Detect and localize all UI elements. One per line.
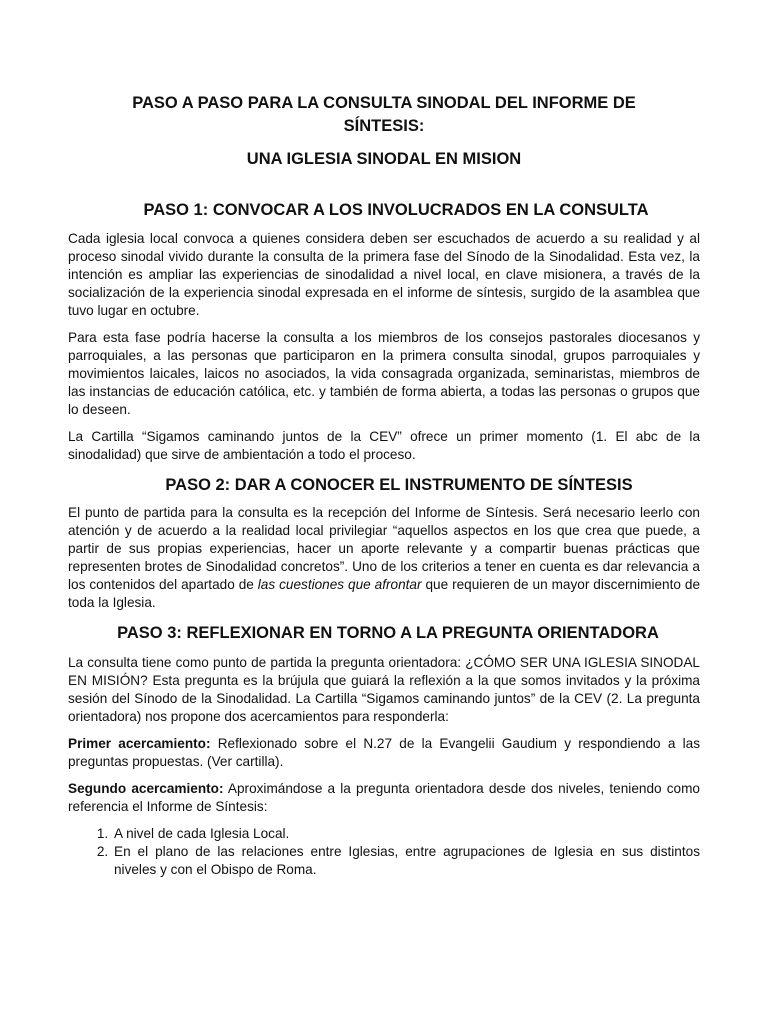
section-heading-paso-1: PASO 1: CONVOCAR A LOS INVOLUCRADOS EN LA CONSULTA xyxy=(143,201,649,219)
paragraph-paso2-text-a: El punto de partida para la consulta es la recepción del Informe de Síntesis. Será necesario leerlo con atención y de acuerdo a la realidad local privilegiar “aquellos aspectos en los que crea que puede, a partir de sus propias experiencias, hacer un aporte relevante y a compartir buenas prácticas que representen brotes de Sinodalidad concretos”. Uno de los criterios a tener en cuenta es dar relevancia a los contenidos del apartado de xyxy=(68,505,700,592)
paragraph-paso3-1: La consulta tiene como punto de partida la pregunta orientadora: ¿CÓMO SER UNA IGLESIA SINODAL EN MISIÓN? Esta pregunta es la brújula que guiará la reflexión a la que somos invitados y la próxima sesión del Sínodo de la Sinodalidad. La Cartilla “Sigamos caminando juntos” de la CEV (2. La pregunta orientadora) nos propone dos acercamientos para responderla: xyxy=(68,655,700,724)
section-heading-paso-2: PASO 2: DAR A CONOCER EL INSTRUMENTO DE SÍNTESIS xyxy=(165,476,633,494)
paragraph-paso2-1 xyxy=(68,504,700,612)
document-title: PASO A PASO PARA LA CONSULTA SINODAL DEL INFORME DE SÍNTESIS: xyxy=(132,94,636,135)
document-subtitle: UNA IGLESIA SINODAL EN MISION xyxy=(246,150,522,168)
paragraph-paso1-3: La Cartilla “Sigamos caminando juntos de la CEV” ofrece un primer momento (1. El abc de la sinodalidad) que sirve de ambientación a todo el proceso. xyxy=(68,429,700,462)
paragraph-paso1-1: Cada iglesia local convoca a quienes considera deben ser escuchados de acuerdo a su realidad y al proceso sinodal vivido durante la consulta de la primera fase del Sínodo de la Sinodalidad. Esta vez, la intención es ampliar las experiencias de sinodalidad a nivel local, en clave misionera, a través de la socialización de la experiencia sinodal expresada en el informe de síntesis, surgido de la asamblea que tuvo lugar en octubre. xyxy=(68,231,700,318)
primer-acercamiento-label: Primer acercamiento: xyxy=(68,736,211,751)
list-item: 1. A nivel de cada Iglesia Local. xyxy=(112,825,700,843)
numbered-list xyxy=(68,825,700,879)
paragraph-primer-acercamiento xyxy=(68,735,700,771)
list-item: 2. En el plano de las relaciones entre Iglesias, entre agrupaciones de Iglesia en sus distintos niveles y con el Obispo de Roma. xyxy=(112,843,700,879)
segundo-acercamiento-label: Segundo acercamiento: xyxy=(68,781,224,796)
segundo-acercamiento-text: Aproximándose a la pregunta orientadora desde dos niveles, teniendo como referencia el Informe de Síntesis: xyxy=(68,781,700,814)
paragraph-paso2-italic: las cuestiones que afrontar xyxy=(257,577,422,592)
paragraph-segundo-acercamiento xyxy=(68,780,700,816)
paragraph-paso2-text-b: que requieren de un mayor discernimiento de toda la Iglesia. xyxy=(68,577,700,610)
section-heading-paso-3: PASO 3: REFLEXIONAR EN TORNO A LA PREGUNTA ORIENTADORA xyxy=(117,624,659,642)
primer-acercamiento-text: Reflexionado sobre el N.27 de la Evangelii Gaudium y respondiendo a las preguntas propuestas. (Ver cartilla). xyxy=(68,736,700,769)
paragraph-paso1-2: Para esta fase podría hacerse la consulta a los miembros de los consejos pastorales diocesanos y parroquiales, a las personas que participaron en la primera consulta sinodal, grupos parroquiales y movimientos laicales, laicos no asociados, la vida consagrada organizada, seminaristas, miembros de las instancias de educación católica, etc. y también de forma abierta, a todas las personas o grupos que lo deseen. xyxy=(68,330,700,417)
